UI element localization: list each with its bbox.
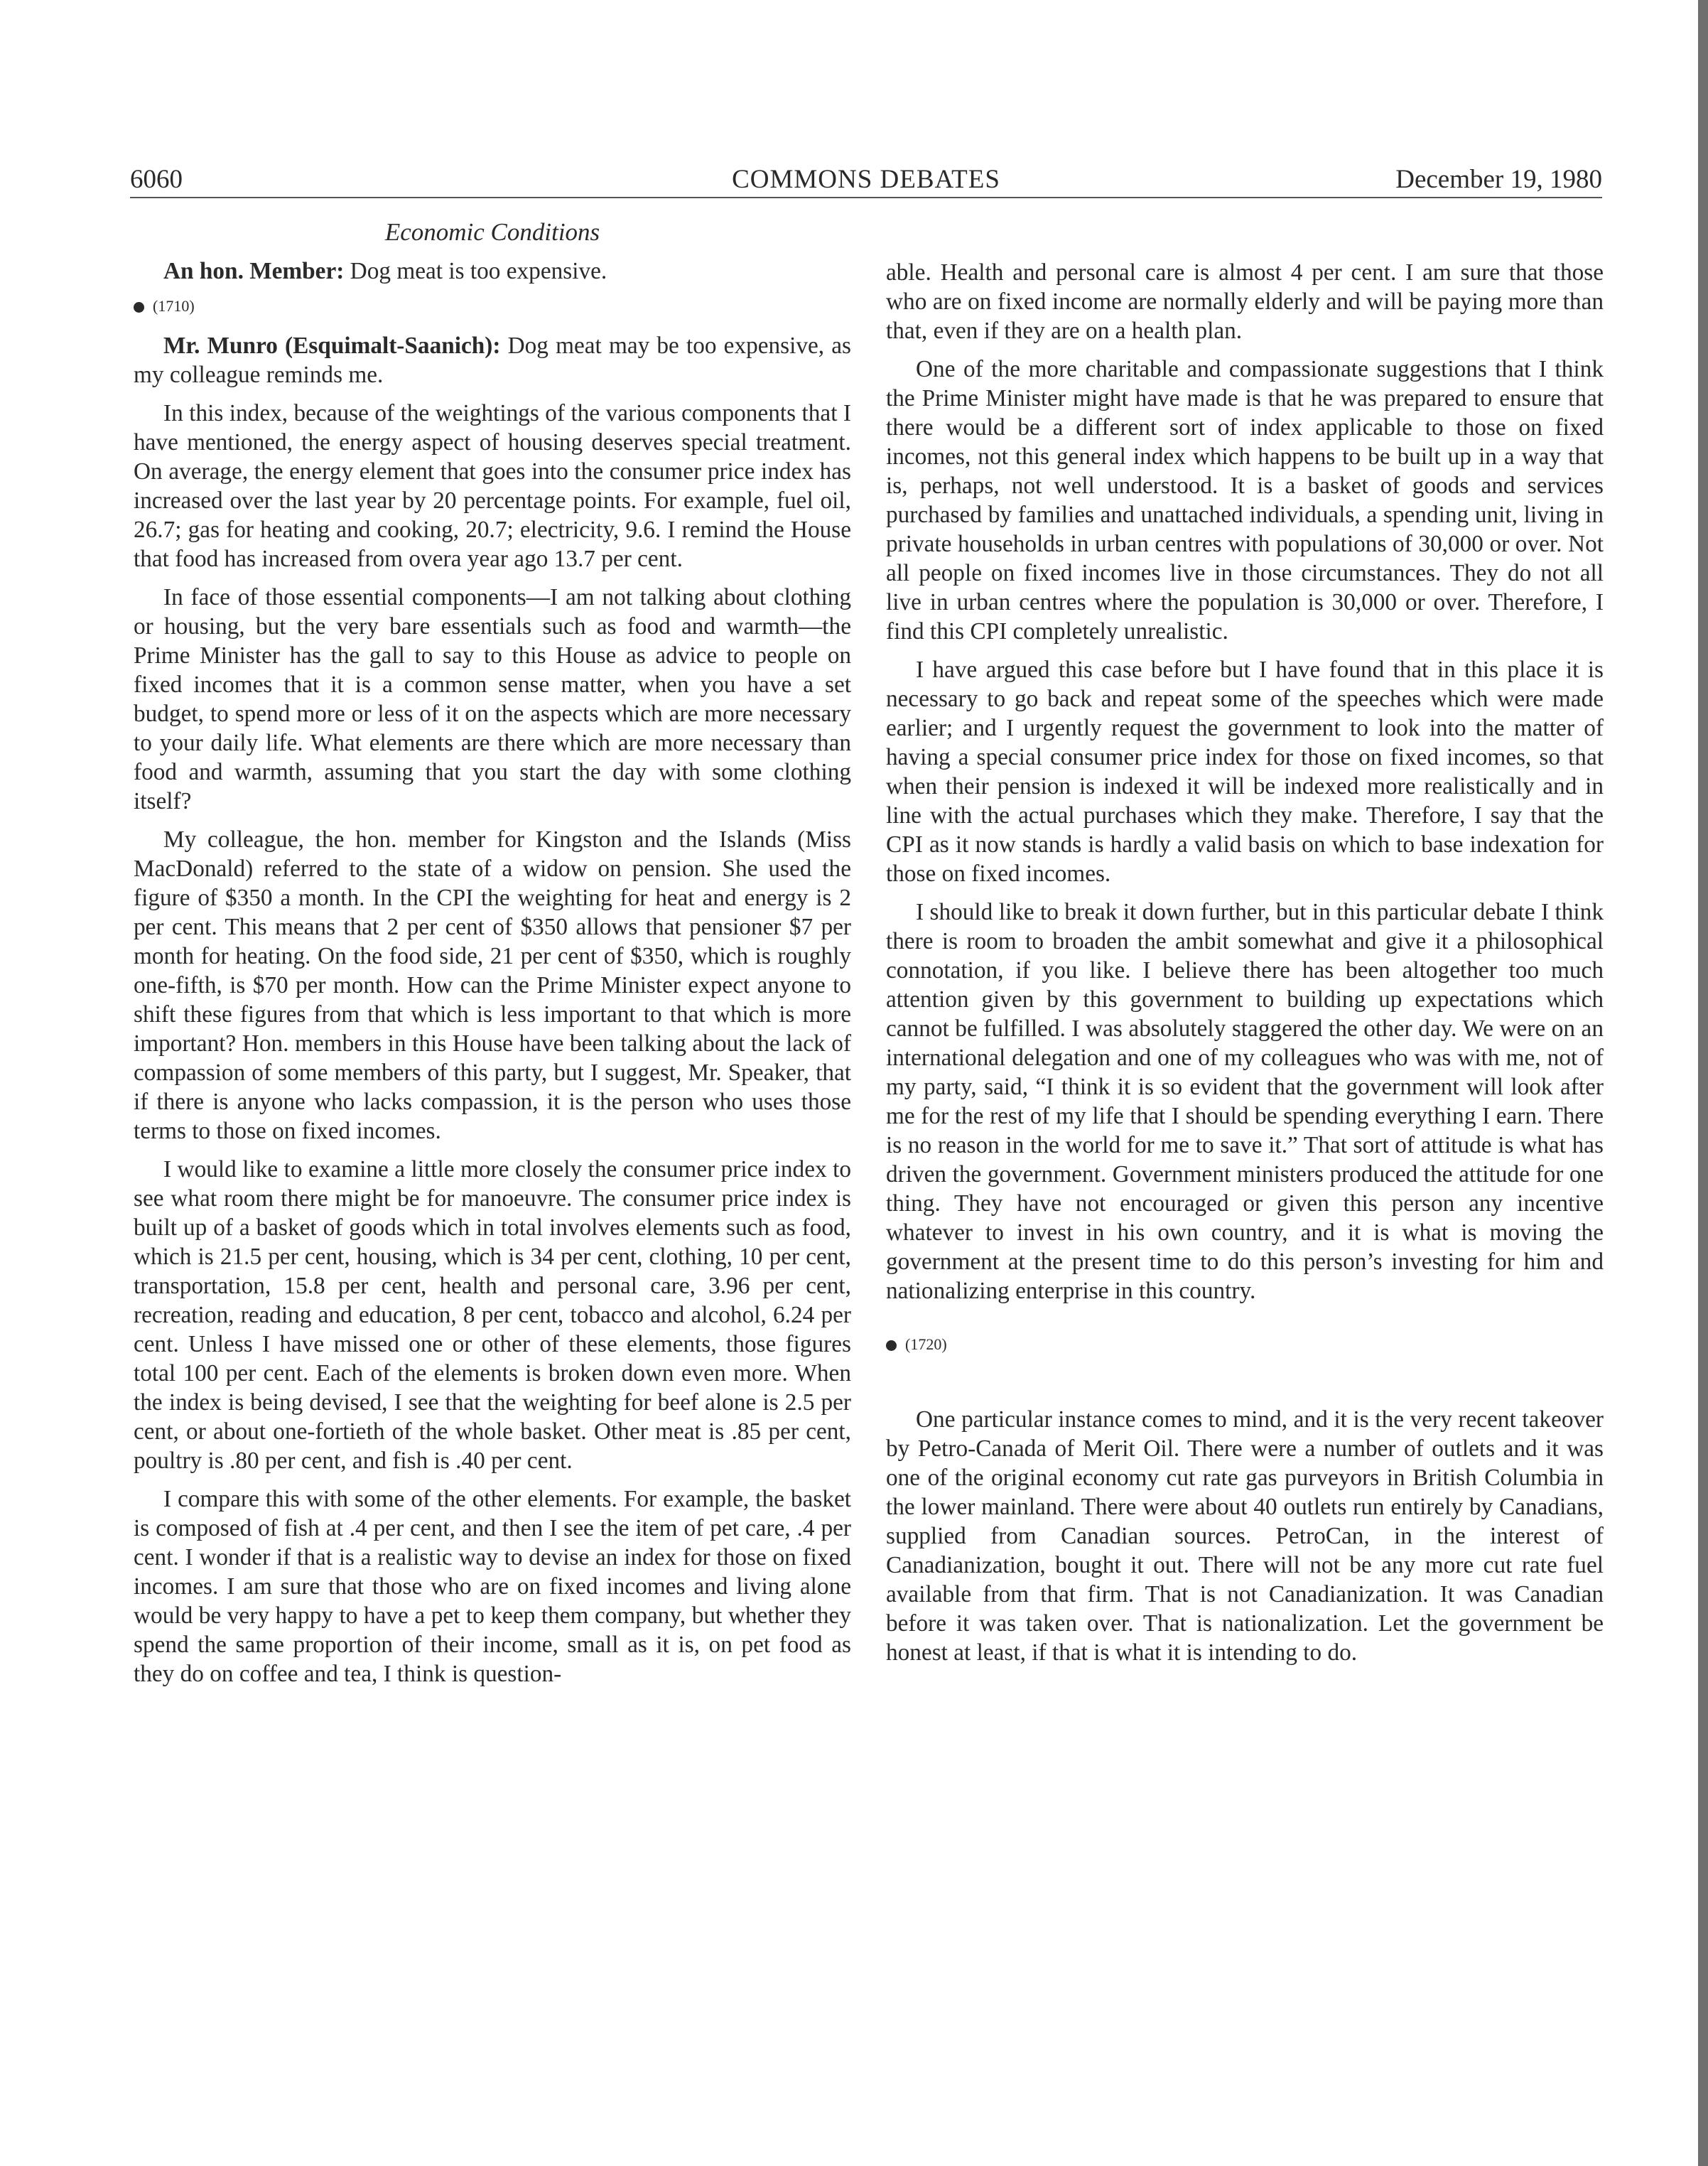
bullet-icon xyxy=(886,1340,897,1351)
paragraph: I have argued this case before but I have found that in this place it is necessary to go back and repeat some of the speeches which were made earlier; and I urgently request the government to look into the matter of having a special consumer price index for those on fixed incomes, so that when their pension is indexed it will be indexed more realistically and in line with the actual purchases which they make. Therefore, I say that the CPI as it now stands is hardly a valid basis on which to base indexation for those on fixed incomes. xyxy=(886,657,1604,887)
paragraph: I would like to examine a little more closely the consumer price index to see what room there might be for manoeuvre. The consumer price index is built up of a basket of goods which in total involves elements such as food, which is 21.5 per cent, housing, which is 34 per cent, clothing, 10 per cent, transportation, 15.8 per cent, health and personal care, 3.96 per cent, recreation, reading and education, 8 per cent, tobacco and alcohol, 6.24 per cent. Unless I have missed one or other of these elements, those figures total 100 per cent. Each of the elements is broken down even more. When the index is being devised, I see that the weighting for beef alone is 2.5 per cent, or about one-fortieth of the whole basket. Other meat is .85 per cent, poultry is .80 per cent, and fish is .40 per cent. xyxy=(134,1156,851,1474)
speaker-name: An hon. Member: xyxy=(163,258,345,284)
scan-edge xyxy=(1698,0,1708,2166)
time-stamp: (1710) xyxy=(153,297,195,315)
section-heading: Economic Conditions xyxy=(384,218,600,246)
speech-text: Dog meat may be too expensive, as my colleague reminds me. xyxy=(134,333,852,388)
time-marker xyxy=(886,1334,1604,1355)
page-number: 6060 xyxy=(130,165,183,194)
time-stamp: (1720) xyxy=(905,1335,947,1353)
paragraph: I compare this with some of the other elements. For example, the basket is composed of fish at .4 per cent, and then I see the item of pet care, .4 per cent. I wonder if that is a realistic way to devise an index for those on fixed incomes. I am sure that those who are on fixed incomes and living alone would be very happy to have a pet to keep them company, but whether they spend the same proportion of their income, small as it is, on pet food as they do on coffee and tea, I think is question- xyxy=(134,1486,851,1687)
right-column xyxy=(886,258,1604,1676)
paragraph: able. Health and personal care is almost 4 per cent. I am sure that those who are on fixed income are normally elderly and will be paying more than that, even if they are on a health plan. xyxy=(886,259,1604,344)
paragraph: In face of those essential components—I am not talking about clothing or housing, but the very bare essentials such as food and warmth—the Prime Minister has the gall to say to this House as advice to people on fixed incomes that it is a common sense matter, when you have a set budget, to spend more or less of it on the aspects which are more necessary to your daily life. What elements are there which are more necessary than food and warmth, assuming that you start the day with some clothing itself? xyxy=(134,584,851,814)
page-header xyxy=(130,160,1602,198)
speech-text: Dog meat is too expensive. xyxy=(344,258,607,284)
paragraph: One of the more charitable and compassionate suggestions that I think the Prime Minister might have made is that he was prepared to ensure that there would be a different sort of index applicable to those on fixed incomes, not this general index which happens to be built up in a way that is, perhaps, not well understood. It is a basket of goods and services purchased by families and unattached individuals, a spending unit, living in private households in urban centres with populations of 30,000 or over. Not all people on fixed incomes live in those circumstances. They do not all live in urban centres where the population is 30,000 or over. Therefore, I find this CPI completely unrealistic. xyxy=(886,356,1604,645)
paragraph xyxy=(134,257,851,286)
paragraph xyxy=(134,331,851,389)
publication-title: COMMONS DEBATES xyxy=(732,165,1000,194)
page-date: December 19, 1980 xyxy=(1395,165,1602,194)
paragraph: One particular instance comes to mind, and it is the very recent takeover by Petro-Canada of Merit Oil. There were a number of outlets and it was one of the original economy cut rate gas purveyors in British Columbia in the lower mainland. There were about 40 outlets run entirely by Canadians, supplied from Canadian sources. PetroCan, in the interest of Canadianization, bought it out. There will not be any more cut rate fuel available from that firm. That is not Canadianization. It was Canadian before it was taken over. That is nationalization. Let the government be honest at least, if that is what it is intending to do. xyxy=(886,1406,1604,1666)
time-marker xyxy=(134,296,851,317)
left-column xyxy=(134,217,851,1698)
bullet-icon xyxy=(134,302,144,313)
paragraph: I should like to break it down further, but in this particular debate I think there is room to broaden the ambit somewhat and give it a philosophical connotation, if you like. I believe there has been altogether too much attention given by this government to building up expectations which cannot be fulfilled. I was absolutely staggered the other day. We were on an international delegation and one of my colleagues who was with me, not of my party, said, “I think it is so evident that the government will look after me for the rest of my life that I should be spending everything I earn. There is no reason in the world for me to save it.” That sort of attitude is what has driven the government. Government ministers produced the attitude for one thing. They have not encouraged or given this person any incentive whatever to invest in his own country, and it is what is moving the government at the present time to do this person’s investing for him and nationalizing enterprise in this country. xyxy=(886,899,1604,1304)
paragraph: In this index, because of the weightings of the various components that I have mentioned, the energy aspect of housing deserves special treatment. On average, the energy element that goes into the consumer price index has increased over the last year by 20 percentage points. For example, fuel oil, 26.7; gas for heating and cooking, 20.7; electricity, 9.6. I remind the House that food has increased from overa year ago 13.7 per cent. xyxy=(134,400,851,572)
speaker-name: Mr. Munro (Esquimalt-Saanich): xyxy=(163,333,501,359)
paragraph: My colleague, the hon. member for Kingston and the Islands (Miss MacDonald) referred to the state of a widow on pension. She used the figure of $350 a month. In the CPI the weighting for heat and energy is 2 per cent. This means that 2 per cent of $350 allows that pensioner $7 per month for heating. On the food side, 21 per cent of $350, which is roughly one-fifth, is $70 per month. How can the Prime Minister expect anyone to shift these figures from that which is less important to that which is more important? Hon. members in this House have been talking about the lack of compassion of some members of this party, but I suggest, Mr. Speaker, that if there is anyone who lacks compassion, it is the person who uses those terms to those on fixed incomes. xyxy=(134,826,851,1144)
